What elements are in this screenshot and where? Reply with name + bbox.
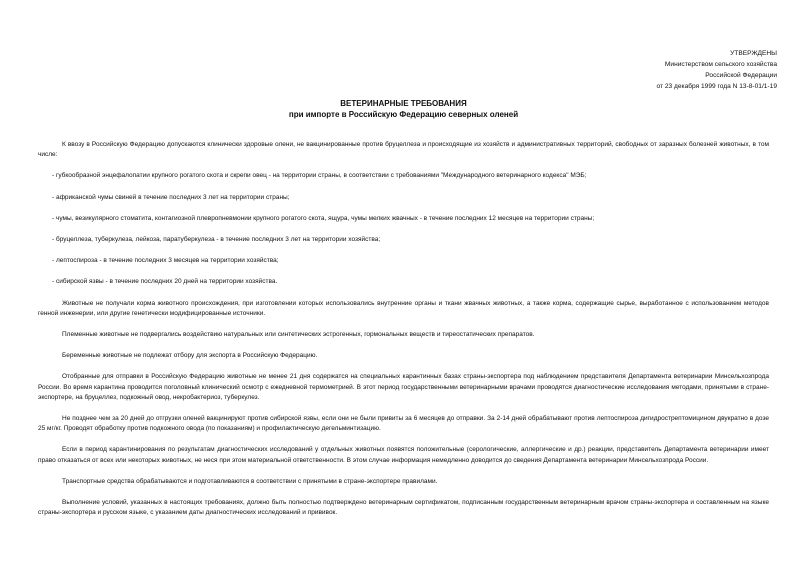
title-line: ВЕТЕРИНАРНЫЕ ТРЕБОВАНИЯ: [340, 99, 467, 108]
approval-line: Министерством сельского хозяйства: [664, 61, 777, 68]
approval-line: Российской Федерации: [705, 72, 777, 79]
paragraph-pregnant: Беременные животные не подлежат отбору для экспорта в Российскую Федерацию.: [62, 352, 318, 360]
list-item: - бруцеллеза, туберкулеза, лейкоза, паратуберкулеза - в течение последних 3 лет на территории хозяйства;: [52, 236, 381, 244]
paragraph-vaccination: Не позднее чем за 20 дней до отгрузки оленей вакцинируют против сибирской язвы, если они не были привиты за 6 месяцев до отправки. За 2-14 дней обрабатывают против лептоспироза дигидрострептомицином двукратно в дозе 25 мг/кг. Проводят обработку против подкожного овода (по показаниям) и профилактическую дегельминтизацию.: [38, 415, 769, 433]
approval-line: от 23 декабря 1999 года N 13-8-01/1-19: [656, 83, 777, 90]
paragraph-certificate: Выполнение условий, указанных в настоящих требованиях, должно быть полностью подтверждено ветеринарным сертификатом, подписанным государственным ветеринарным врачом страны-экспортера и составленным на языке страны-экспортера и русском языке, с указанием даты диагностических исследований и прививок.: [38, 499, 769, 517]
paragraph-refusal: Если в период карантинирования по результатам диагностических исследований у отдельных животных появятся положительные (серологические, аллергические и др.) реакции, представитель Департамента ветеринарии имеет право отказаться от всех или некоторых животных, не неся при этом материальной ответственности. В этом случае информация немедленно доводится до сведения Департамента ветеринарии Минсельхозпрода России.: [38, 446, 769, 464]
paragraph-quarantine: Отобранные для отправки в Российскую Федерацию животные не менее 21 дня содержатся на специальных карантинных базах страны-экспортера под наблюдением представителя Департамента ветеринарии Минсельхозпрода России. Во время карантина проводится поголовный клинический осмотр с ежедневной термометрией. В этот период государственными ветеринарными врачами проводятся диагностические исследования методами, принятыми в стране-экспортере, на бруцеллез, подкожный овод, некробактериоз, туберкулез.: [38, 373, 769, 401]
list-item: - губкообразной энцефалопатии крупного рогатого скота и скрепи овец - на территории страны, в соответствии с требованиями "Международного ветеринарного кодекса" МЭБ;: [52, 172, 587, 180]
paragraph-feed: Животные не получали корма животного происхождения, при изготовлении которых использовались внутренние органы и ткани жвачных животных, а также корма, содержащие сырье, выработанное с использованием методов генной инженерии, или другие генетически модифицированные источники.: [38, 299, 769, 317]
paragraph-breeding: Племенные животные не подвергались воздействию натуральных или синтетических эстрогенных, гормональных веществ и тиреостатических препаратов.: [62, 331, 535, 339]
list-item: - чумы, везикулярного стоматита, контагиозной плевропневмонии крупного рогатого скота, ящура, чумы мелких жвачных - в течение последних 12 месяцев на территории страны;: [52, 214, 595, 222]
paragraph-transport: Транспортные средства обрабатываются и подготавливаются в соответствии с принятыми в стране-экспортере правилами.: [62, 477, 438, 485]
subtitle-line: при импорте в Российскую Федерацию северных оленей: [288, 110, 519, 119]
list-item: - африканской чумы свиней в течение последних 3 лет на территории страны;: [52, 193, 290, 201]
list-item: - сибирской язвы - в течение последних 20 дней на территории хозяйства.: [52, 278, 278, 286]
approval-line: УТВЕРЖДЕНЫ: [730, 50, 777, 57]
document-body: [38, 140, 769, 518]
paragraph-intro: К ввозу в Российскую Федерацию допускаются клинически здоровые олени, не вакцинированные против бруцеллеза и происходящие из хозяйств и административных территорий, свободных от заразных болезней животных, в том числе:: [38, 141, 769, 159]
document-title: [0, 98, 807, 120]
list-item: - лептоспироза - в течение последних 3 месяцев на территории хозяйства;: [52, 257, 279, 265]
approval-stamp: [517, 48, 777, 92]
